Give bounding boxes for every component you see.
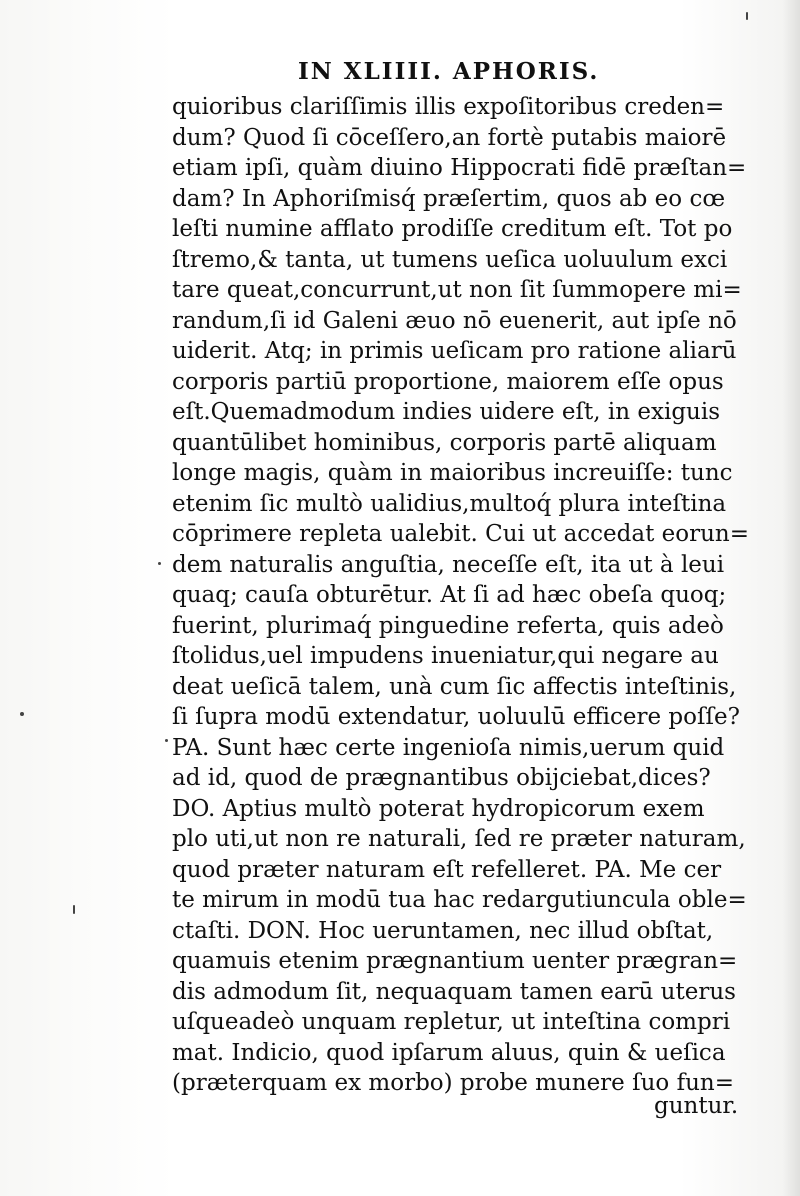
text-line: leſti numine afflato prodiſſe creditum eſt. Tot po [172,216,733,242]
text-line: uſqueadeò unquam repletur, ut inteſtina compri [172,1009,731,1035]
text-line: (præterquam ex morbo) probe munere ſuo fun= [172,1070,734,1096]
text-line: ſi ſupra modū extendatur, uoluulū efficere poſſe? [172,704,740,730]
text-line: longe magis, quàm in maioribus increuiſſe: tunc [172,460,733,486]
ink-speck [73,905,75,914]
text-line: plo uti,ut non re naturali, ſed re præter naturam, [172,826,746,852]
running-head: IN XLIIII. APHORIS. [298,58,600,85]
text-line: ctaſti. DON. Hoc ueruntamen, nec illud obſtat, [172,917,714,944]
text-line: PA. Sunt hæc certe ingenioſa nimis,uerum quid [172,734,725,761]
text-line: quamuis etenim prægnantium uenter prægran= [172,948,738,974]
catchword: guntur. [654,1093,739,1119]
ink-speck [746,12,748,20]
text-line: etenim ſic multò ualidius,multoq́ plura inteſtina [172,490,727,517]
text-line: DO. Aptius multò poterat hydropicorum exem [172,795,705,822]
text-line: deat ueſicā talem, unà cum ſic affectis inteſtinis, [172,673,737,700]
text-line: quaq; cauſa obturētur. At ſi ad hæc obeſa quoq; [172,582,727,608]
text-line: quod præter naturam eſt refelleret. PA. Me cer [172,856,722,883]
text-line: corporis partiū proportione, maiorem eſſe opus [172,368,724,395]
spine-shadow [782,0,800,1196]
text-line: mat. Indicio, quod ipſarum aluus, quin & ueſica [172,1039,726,1066]
text-line: ſtolidus,uel impudens inueniatur,qui negare au [172,643,719,669]
text-line: eſt.Quemadmodum indies uidere eſt, in exiguis [172,399,721,425]
text-line: ad id, quod de prægnantibus obijciebat,dices? [172,765,711,791]
text-line: uiderit. Atq; in primis ueſicam pro ratione aliarū [172,338,737,364]
body-text [172,92,772,1099]
text-line: quantūlibet hominibus, corporis partē aliquam [172,429,717,456]
text-line: tare queat,concurrunt,ut non ſit ſummopere mi= [172,277,742,303]
text-line: dum? Quod ſi cōceſſero,an fortè putabis maiorē [172,124,727,151]
ink-speck [20,712,24,716]
text-line: dam? In Aphoriſmisq́ præſertim, quos ab eo cœ [172,185,726,212]
text-line: etiam ipſi, quàm diuino Hippocrati fidē præſtan= [172,155,747,181]
ink-speck [165,739,168,742]
text-line: cōprimere repleta ualebit. Cui ut accedat eorun= [172,521,750,547]
text-line: dis admodum ſit, nequaquam tamen earū uterus [172,978,736,1005]
text-line: fuerint, plurimaq́ pinguedine referta, quis adeò [172,612,724,639]
text-line: quioribus clariſſimis illis expoſitoribus creden= [172,94,725,120]
text-line: randum,ſi id Galeni æuo nō euenerit, aut ipſe nō [172,307,737,334]
text-line: te mirum in modū tua hac redargutiuncula oble= [172,887,747,913]
ink-speck [158,562,161,565]
text-line: ſtremo,& tanta, ut tumens ueſica uoluulum exci [172,246,728,273]
text-line: dem naturalis anguſtia, neceſſe eſt, ita ut à leui [172,551,725,578]
